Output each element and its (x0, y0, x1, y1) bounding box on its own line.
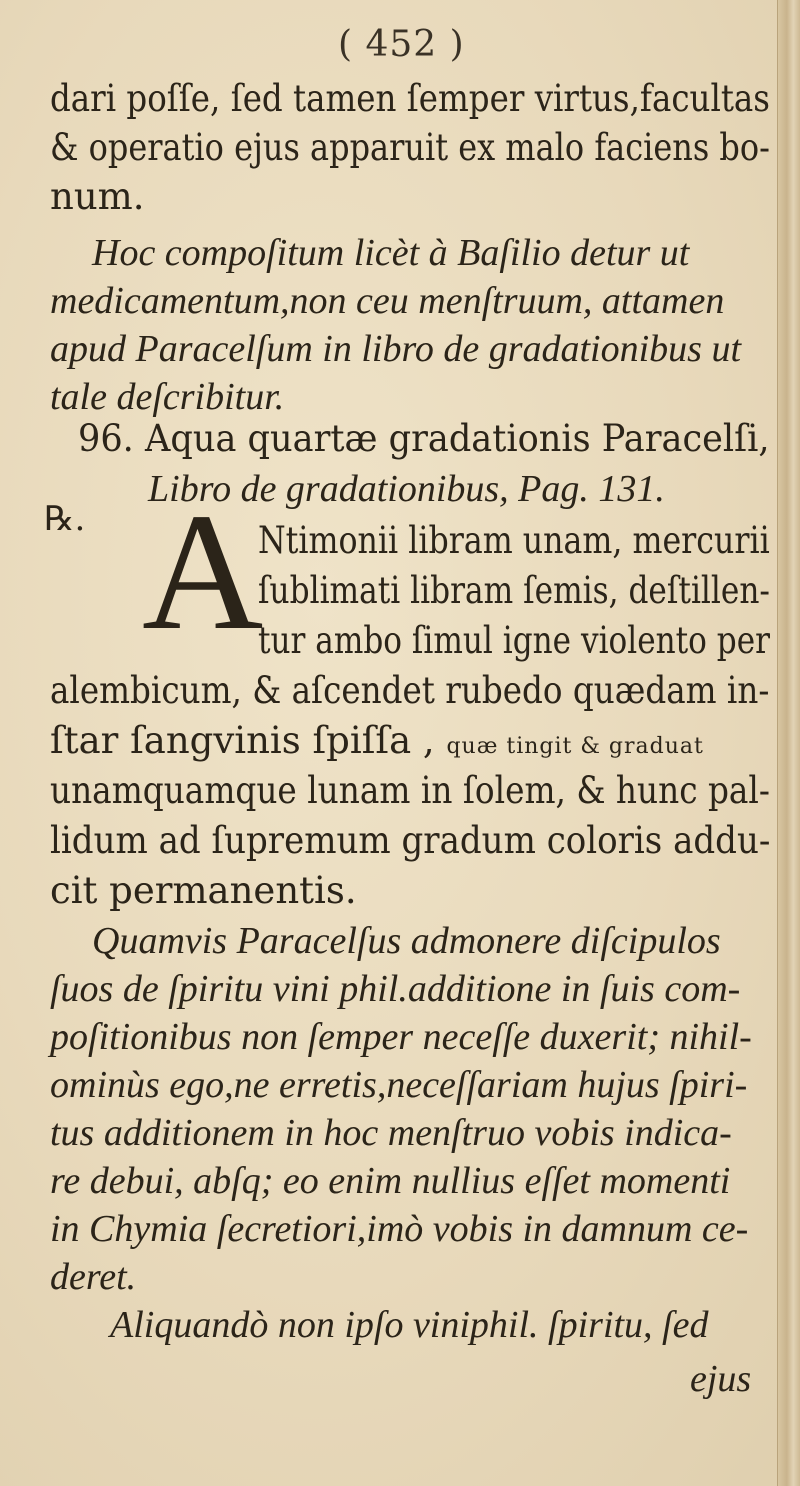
text-line: ſublimati libram ſemis, deſtillen- (258, 569, 770, 612)
text-line: & operatio ejus apparuit ex malo faciens bo- (50, 126, 770, 169)
text-line-italic: in Chymia ſecretiori,imò vobis in damnum ce- (50, 1208, 749, 1250)
text-line: num. (50, 175, 145, 218)
text-line: lidum ad ſupremum gradum coloris addu- (50, 819, 771, 862)
text-line-italic: ſuos de ſpiritu vini phil.additione in ſuis com- (50, 968, 741, 1010)
text-line: alembicum, & aſcendet rubedo quædam in- (50, 669, 770, 712)
text-line-italic: ominùs ego,ne erretis,neceſſariam hujus ſpiri- (50, 1064, 748, 1106)
recipe-symbol: ℞. (44, 499, 86, 539)
text-run-small: quæ tingit & graduat (446, 734, 704, 759)
text-line-italic: deret. (50, 1256, 137, 1298)
text-line-italic: Hoc compoſitum licèt à Baſilio detur ut (92, 232, 690, 274)
text-line: unamquamque lunam in ſolem, & hunc pal- (50, 769, 770, 812)
text-line: tur ambo ſimul igne violento per (258, 619, 771, 662)
text-line: Ntimonii libram unam, mercurii (258, 519, 770, 562)
text-run: ſtar ſangvinis ſpiſſa , (50, 719, 435, 762)
text-line-italic: tus additionem in hoc menſtruo vobis indica- (50, 1112, 732, 1154)
page-number: ( 452 ) (338, 24, 465, 65)
section-heading: 96. Aqua quartæ gradationis Paracelſi, (78, 417, 770, 460)
text-line-italic: poſitionibus non ſemper neceſſe duxerit; nihil- (50, 1016, 752, 1058)
text-line-italic: re debui, abſq; eo enim nullius eſſet momenti (50, 1160, 731, 1202)
text-line-italic: Aliquandò non ipſo viniphil. ſpiritu, ſed (110, 1304, 709, 1346)
text-line-italic: medicamentum,non ceu menſtruum, attamen (50, 280, 725, 322)
drop-cap: A (142, 479, 264, 665)
page-edge (777, 0, 800, 1486)
text-line: cit permanentis. (50, 869, 357, 912)
text-line: dari poſſe, ſed tamen ſemper virtus,facultas (50, 77, 770, 120)
text-line-italic: apud Paracelſum in libro de gradationibus ut (50, 328, 742, 370)
section-source: Libro de gradationibus, Pag. 131. (148, 468, 665, 510)
text-line (50, 719, 704, 762)
catchword: ejus (690, 1358, 752, 1400)
text-line-italic: tale deſcribitur. (50, 376, 285, 418)
text-line-italic: Quamvis Paracelſus admonere diſcipulos (92, 920, 721, 962)
